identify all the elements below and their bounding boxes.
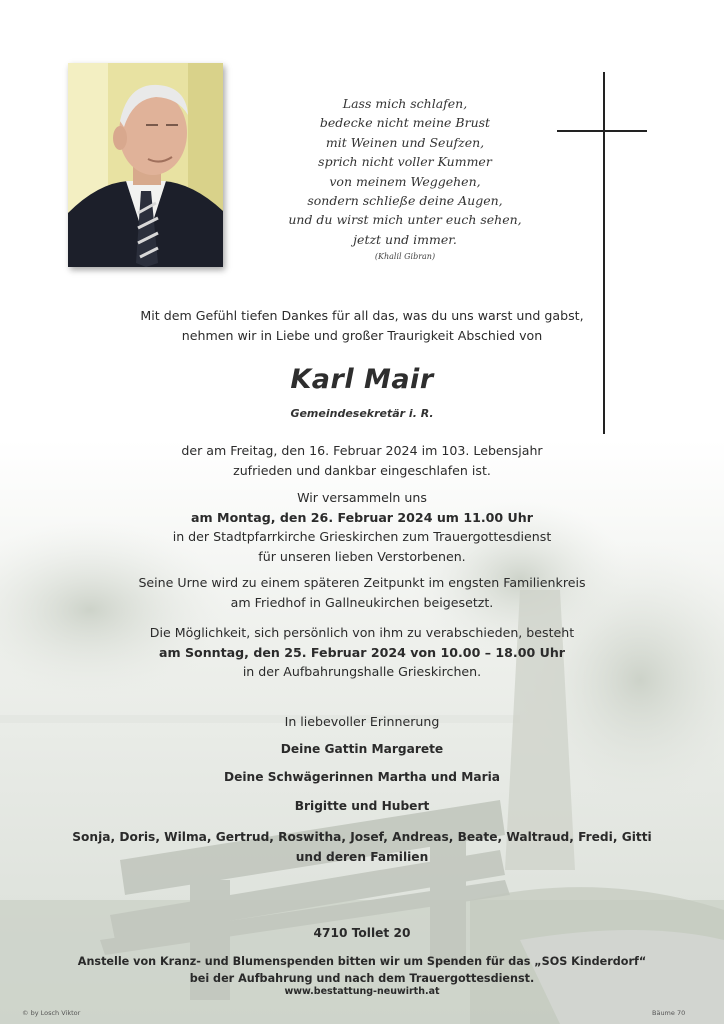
poem-line: mit Weinen und Seufzen, <box>325 134 485 150</box>
family-address <box>40 926 684 940</box>
donation-line: Anstelle von Kranz- und Blumenspenden bitten wir um Spenden für das „SOS Kinderdorf“ <box>77 955 647 968</box>
intro-line: Mit dem Gefühl tiefen Dankes für all das, was du uns warst und gabst, <box>140 308 584 323</box>
death-notice <box>40 441 684 480</box>
intro-text <box>40 306 684 345</box>
family-line: Brigitte und Hubert <box>294 799 430 813</box>
poem-line: sondern schließe deine Augen, <box>307 193 503 209</box>
memory-heading <box>40 712 684 732</box>
urn-line: am Friedhof in Gallneukirchen beigesetzt. <box>230 594 494 610</box>
cross-horizontal-bar <box>557 130 647 132</box>
urn-notice <box>40 573 684 612</box>
viewing-notice <box>40 623 684 682</box>
service-line: Wir versammeln uns <box>297 490 427 505</box>
funeral-service <box>40 488 684 566</box>
viewing-date: am Sonntag, den 25. Februar 2024 von 10.00 – 18.00 Uhr <box>158 644 566 660</box>
intro-line: nehmen wir in Liebe und großer Traurigkeit Abschied von <box>181 327 543 343</box>
deceased-title: Gemeindesekretär i. R. <box>290 407 434 420</box>
poem-line: jetzt und immer. <box>353 231 457 247</box>
urn-line: Seine Urne wird zu einem späteren Zeitpunkt im engsten Familienkreis <box>138 575 586 590</box>
address-text: 4710 Tollet 20 <box>313 926 411 940</box>
family-line: Sonja, Doris, Wilma, Gertrud, Roswitha, Josef, Andreas, Beate, Waltraud, Fredi, Gitti <box>72 830 652 844</box>
death-line: zufrieden und dankbar eingeschlafen ist. <box>233 462 491 478</box>
family-spouse <box>40 742 684 756</box>
family-line: und deren Familien <box>295 849 429 864</box>
family-line: Deine Schwägerinnen Martha und Maria <box>223 770 501 784</box>
portrait-photo <box>68 63 223 267</box>
donation-notice <box>40 953 684 987</box>
viewing-line: Die Möglichkeit, sich persönlich von ihm zu verabschieden, besteht <box>149 625 575 640</box>
service-line: in der Stadtpfarrkirche Grieskirchen zum Trauergottesdienst <box>172 529 552 544</box>
service-line: für unseren lieben Verstorbenen. <box>258 548 466 564</box>
poem-line: bedecke nicht meine Brust <box>319 115 491 131</box>
poem-line: sprich nicht voller Kummer <box>318 154 492 170</box>
deceased-name: Karl Mair <box>290 364 434 395</box>
design-credit: Bäume 70 <box>652 1009 686 1017</box>
memory-text: In liebevoller Erinnerung <box>284 714 440 729</box>
poem-line: Lass mich schlafen, <box>342 96 468 111</box>
family-others <box>40 828 684 867</box>
poem-author: (Khalil Gibran) <box>374 252 436 261</box>
death-line: der am Freitag, den 16. Februar 2024 im 103. Lebensjahr <box>181 443 543 458</box>
viewing-line: in der Aufbahrungshalle Grieskirchen. <box>242 664 482 679</box>
family-line: Deine Gattin Margarete <box>280 742 444 756</box>
donation-line: bei der Aufbahrung und nach dem Trauergottesdienst. <box>189 972 535 985</box>
website-link[interactable]: www.bestattung-neuwirth.at <box>284 986 440 997</box>
photo-credit: © by Losch Viktor <box>22 1009 81 1017</box>
poem-line: und du wirst mich unter euch sehen, <box>288 212 522 228</box>
family-couple <box>40 799 684 813</box>
poem-line: von meinem Weggehen, <box>329 173 481 189</box>
family-sisters-in-law <box>40 770 684 784</box>
service-date: am Montag, den 26. Februar 2024 um 11.00 Uhr <box>191 509 533 525</box>
poem <box>250 94 560 249</box>
